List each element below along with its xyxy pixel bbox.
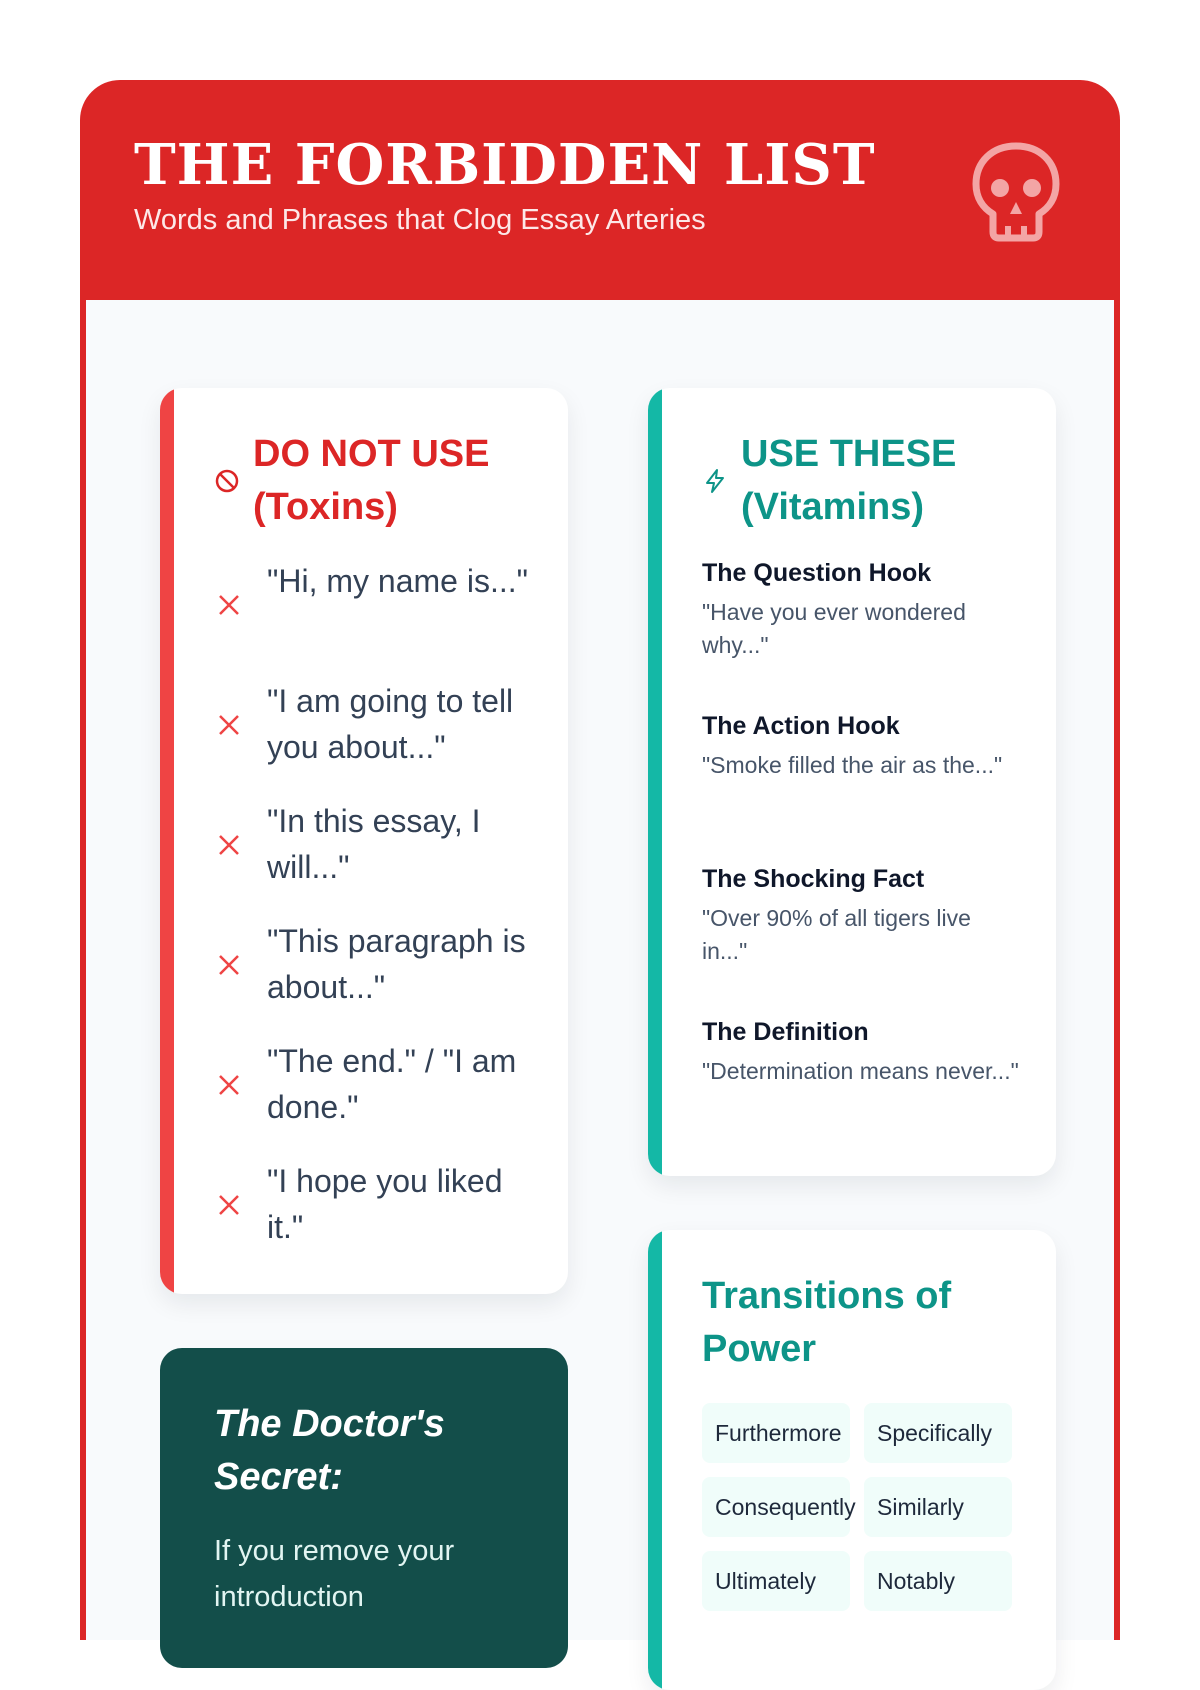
list-item <box>702 709 1022 862</box>
forbidden-list-frame <box>80 80 1120 1640</box>
vitamins-heading: USE THESE (Vitamins) <box>741 433 957 528</box>
x-icon <box>218 834 240 856</box>
vitamins-accent-stripe <box>648 388 662 1176</box>
lightning-icon <box>702 468 728 494</box>
hooks-list <box>702 556 1022 1168</box>
toxins-list <box>214 558 544 1278</box>
hook-title: The Action Hook <box>702 712 900 740</box>
content-area <box>86 300 1114 1640</box>
secret-title: The Doctor's Secret: <box>214 1403 445 1498</box>
transition-chip: Specifically <box>864 1403 1012 1463</box>
hook-example: "Smoke filled the air as the..." <box>702 752 1003 778</box>
toxin-phrase: "This paragraph is about..." <box>267 923 526 1005</box>
hook-title: The Definition <box>702 1018 869 1046</box>
x-icon <box>218 594 240 616</box>
list-item <box>214 678 544 798</box>
page-title: THE FORBIDDEN LIST <box>134 132 876 198</box>
x-icon <box>218 954 240 976</box>
toxins-heading: DO NOT USE (Toxins) <box>253 433 490 528</box>
list-item <box>214 798 544 918</box>
toxin-phrase: "I am going to tell you about..." <box>267 683 514 765</box>
list-item <box>214 558 544 678</box>
hook-example: "Determination means never..." <box>702 1058 1019 1084</box>
list-item <box>702 556 1022 709</box>
transition-chip: Similarly <box>864 1477 1012 1537</box>
secret-text: If you remove your introduction <box>214 1535 455 1613</box>
transitions-accent-stripe <box>648 1230 662 1690</box>
toxins-accent-stripe <box>160 388 174 1294</box>
transition-chip: Furthermore <box>702 1403 850 1463</box>
toxin-phrase: "I hope you liked it." <box>267 1163 503 1245</box>
transition-chip: Ultimately <box>702 1551 850 1611</box>
transition-chip: Notably <box>864 1551 1012 1611</box>
list-item <box>214 1158 544 1278</box>
toxin-phrase: "The end." / "I am done." <box>267 1043 517 1125</box>
x-icon <box>218 1074 240 1096</box>
toxins-card <box>160 388 568 1294</box>
list-item <box>214 918 544 1038</box>
vitamins-card <box>648 388 1056 1176</box>
x-icon <box>218 714 240 736</box>
list-item <box>702 862 1022 1015</box>
doctors-secret-card <box>160 1348 568 1668</box>
list-item <box>214 1038 544 1158</box>
skull-icon <box>968 140 1064 244</box>
ban-icon <box>214 468 240 494</box>
hook-title: The Shocking Fact <box>702 865 925 893</box>
list-item <box>702 1015 1022 1168</box>
x-icon <box>218 1194 240 1216</box>
toxin-phrase: "Hi, my name is..." <box>267 563 528 599</box>
transitions-heading: Transitions of Power <box>702 1275 952 1370</box>
hook-example: "Have you ever wondered why..." <box>702 599 966 658</box>
toxin-phrase: "In this essay, I will..." <box>267 803 481 885</box>
hook-title: The Question Hook <box>702 559 932 587</box>
transition-chip: Consequently <box>702 1477 850 1537</box>
hook-example: "Over 90% of all tigers live in..." <box>702 905 971 964</box>
transitions-card <box>648 1230 1056 1690</box>
transition-words <box>702 1403 1022 1611</box>
page-subtitle: Words and Phrases that Clog Essay Arteries <box>134 204 706 236</box>
